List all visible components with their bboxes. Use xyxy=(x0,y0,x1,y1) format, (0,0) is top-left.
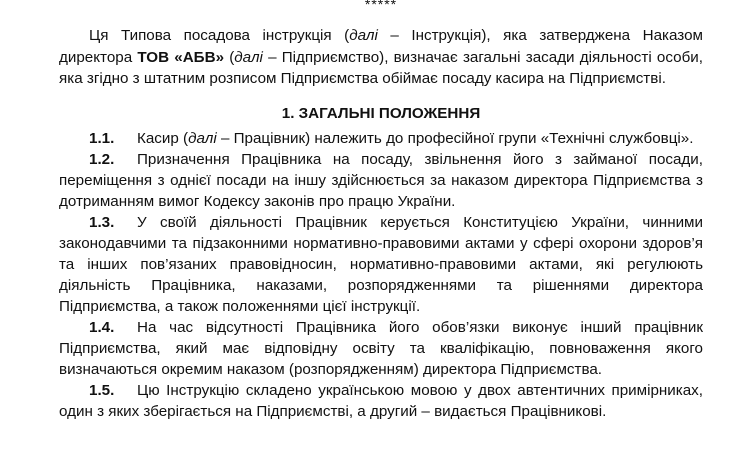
intro-paragraph xyxy=(59,25,703,90)
list-item xyxy=(59,149,703,212)
item-text: У своїй діяльності Працівник керується Конституцією України, чинними законодавчими та підзаконними нормативно-правовими актами у сфері охорони здоров’я та інших пов’язаних правовідносин, нормативно-правовими актами, які регулюють діяльність Працівника, наказами, розпорядженнями та рішеннями директора Підприємства, а також положеннями цієї інструкції. xyxy=(59,214,703,315)
item-text: Цю Інструкцію складено українською мовою у двох автентичних примірниках, один з яких зберігається на Підприємстві, а другий – видається Працівникові. xyxy=(59,382,703,420)
intro-text-3: ( xyxy=(224,48,235,66)
header-marker: ***** xyxy=(364,0,398,12)
company-name: ТОВ «АБВ» xyxy=(137,48,225,66)
intro-italic-2: далі xyxy=(234,48,263,66)
item-text: Касир ( xyxy=(137,130,189,147)
item-text: На час відсутності Працівника його обов’язки виконує інший працівник Підприємства, який має відповідну освіту та кваліфікацію, повноваження якого визначаються окремим наказом (розпорядженням) директора Підприємства. xyxy=(59,319,703,378)
intro-text-2: – Інструкція), яка затверджена Наказом директора xyxy=(59,27,703,66)
intro-text-4: – Підприємство), визначає загальні засади діяльності особи, яка згідно з штатним розписом Підприємства обіймає посаду касира на Підприємстві. xyxy=(59,48,703,88)
list-item xyxy=(59,317,703,380)
item-number: 1.2. xyxy=(89,151,115,168)
intro-italic-1: далі xyxy=(349,27,378,44)
item-text: Призначення Працівника на посаду, звільнення його з займаної посади, переміщення з однієї посади на іншу здійснюється за наказом директора Підприємства з дотриманням вимог Кодексу законів про працю України. xyxy=(59,151,703,210)
list-item xyxy=(59,380,703,422)
section-title: 1. ЗАГАЛЬНІ ПОЛОЖЕННЯ xyxy=(281,105,481,122)
item-number: 1.4. xyxy=(89,319,115,336)
item-italic: далі xyxy=(188,130,217,147)
list-item xyxy=(59,128,703,149)
list-item xyxy=(59,212,703,317)
item-number: 1.1. xyxy=(89,130,115,147)
intro-text-1: Ця Типова посадова інструкція ( xyxy=(89,27,350,44)
section-items xyxy=(59,128,703,422)
item-number: 1.3. xyxy=(89,214,115,231)
item-number: 1.5. xyxy=(89,382,115,399)
item-text: – Працівник) належить до професійної групи «Технічні службовці». xyxy=(216,130,694,147)
